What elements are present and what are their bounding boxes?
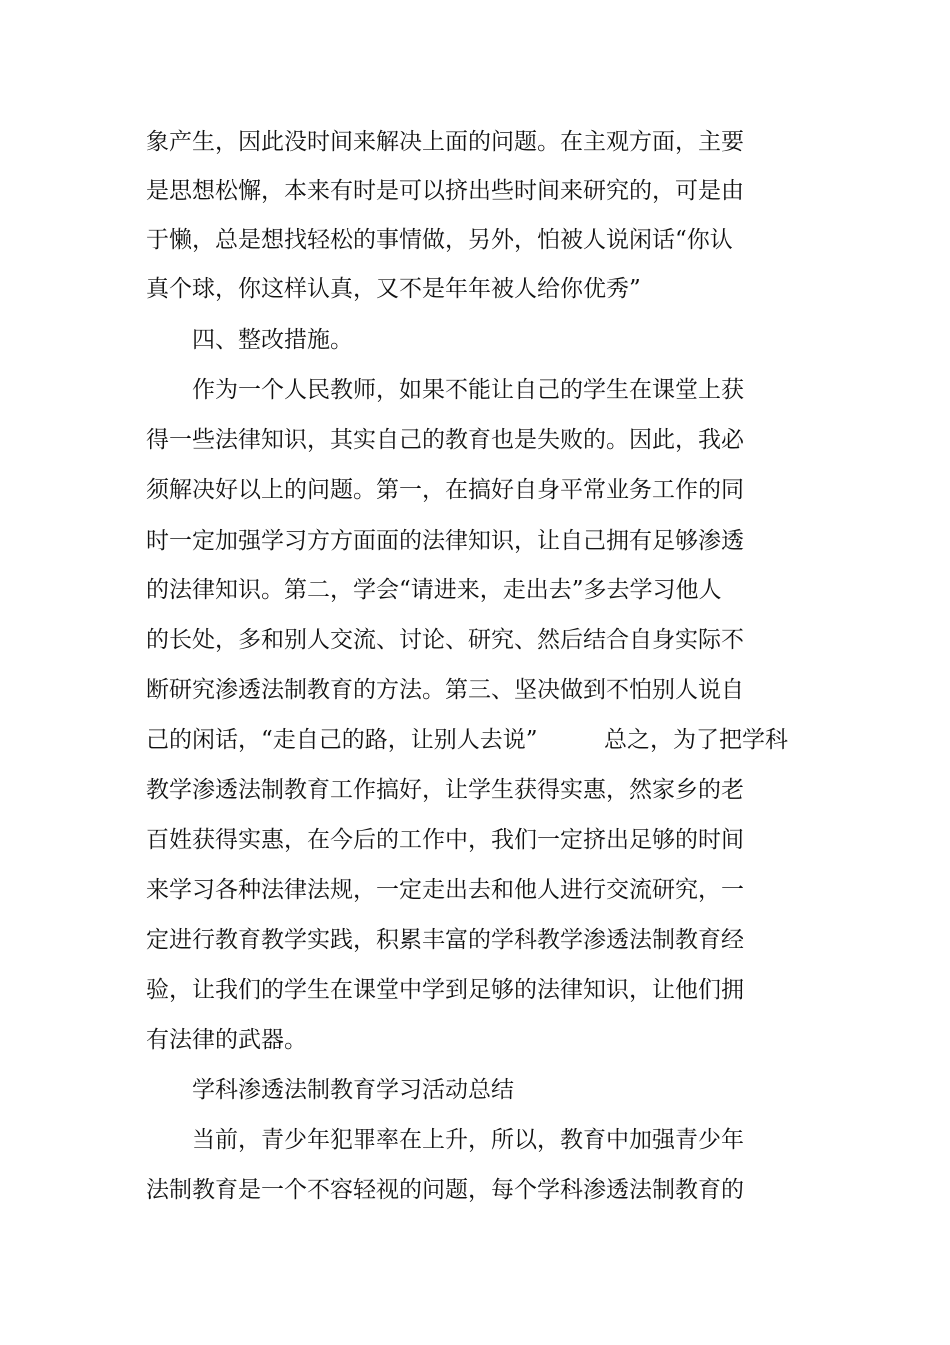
- paragraph-line: 得一些法律知识，其实自己的教育也是失败的。因此，我必: [146, 427, 744, 453]
- paragraph-line: 当前，青少年犯罪率在上升，所以，教育中加强青少年: [192, 1127, 744, 1153]
- section-title: 学科渗透法制教育学习活动总结: [192, 1077, 514, 1103]
- paragraph-line: 象产生，因此没时间来解决上面的问题。在主观方面，主要: [146, 129, 744, 155]
- paragraph-line: 于懒，总是想找轻松的事情做，另外，怕被人说闲话“你认: [146, 227, 733, 253]
- paragraph-line: 作为一个人民教师，如果不能让自己的学生在课堂上获: [192, 377, 744, 403]
- paragraph-line: 有法律的武器。: [146, 1027, 307, 1053]
- paragraph-line: 己的闲话，“走自己的路，让别人去说”: [146, 727, 538, 753]
- paragraph-line: 须解决好以上的问题。第一，在搞好自身平常业务工作的同: [146, 477, 744, 503]
- paragraph-line: 定进行教育教学实践，积累丰富的学科教学渗透法制教育经: [146, 927, 744, 953]
- paragraph-line: 断研究渗透法制教育的方法。第三、坚决做到不怕别人说自: [146, 677, 744, 703]
- paragraph-line: 是思想松懈，本来有时是可以挤出些时间来研究的，可是由: [146, 178, 744, 204]
- paragraph-line: 验，让我们的学生在课堂中学到足够的法律知识，让他们拥: [146, 977, 744, 1003]
- paragraph-line: 时一定加强学习方方面面的法律知识，让自己拥有足够渗透: [146, 528, 744, 554]
- paragraph-line-continuation: 总之，为了把学科: [604, 727, 788, 753]
- paragraph-line: 的长处，多和别人交流、讨论、研究、然后结合自身实际不: [146, 627, 744, 653]
- paragraph-line: 真个球，你这样认真，又不是年年被人给你优秀”: [146, 276, 641, 302]
- section-heading: 四、整改措施。: [192, 327, 353, 353]
- paragraph-line: 百姓获得实惠，在今后的工作中，我们一定挤出足够的时间: [146, 827, 744, 853]
- paragraph-line: 来学习各种法律法规，一定走出去和他人进行交流研究，一: [146, 877, 744, 903]
- paragraph-line: 教学渗透法制教育工作搞好，让学生获得实惠，然家乡的老: [146, 777, 744, 803]
- paragraph-line: 法制教育是一个不容轻视的问题，每个学科渗透法制教育的: [146, 1177, 744, 1203]
- paragraph-line: 的法律知识。第二，学会“请进来，走出去”多去学习他人: [146, 577, 722, 603]
